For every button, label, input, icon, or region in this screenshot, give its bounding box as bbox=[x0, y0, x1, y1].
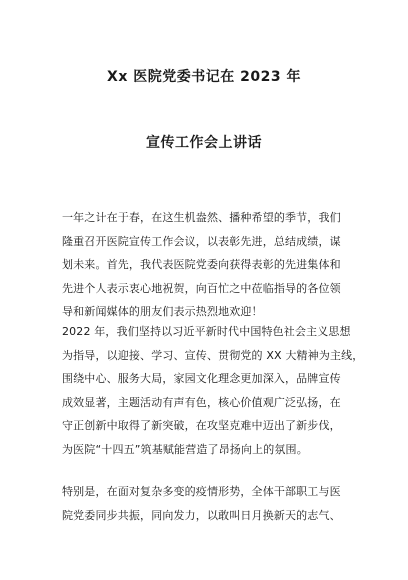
paragraph-3 bbox=[62, 480, 362, 527]
paragraph-line: 一年之计在于春，在这生机盎然、播种希望的季节，我们 bbox=[62, 211, 341, 224]
paragraph-line: 隆重召开医院宣传工作会议，以表彰先进，总结成绩，谋 bbox=[62, 234, 341, 248]
paragraph-line: 守正创新中取得了新突破，在攻坚克难中迈出了新步伐， bbox=[62, 419, 341, 432]
paragraph-line: 成效显著，主题活动有声有色，核心价值观广泛弘扬，在 bbox=[62, 395, 341, 409]
document-title-line-2: 宣传工作会上讲话 bbox=[146, 135, 262, 151]
paragraph-1 bbox=[62, 206, 362, 324]
paragraph-line: 为医院“十四五”筑基赋能营造了昂扬向上的氛围。 bbox=[62, 442, 308, 456]
paragraph-line: 特别是，在面对复杂多变的疫情形势，全体干部职工与医 bbox=[62, 485, 341, 498]
paragraph-line: 为指导，以迎接、学习、宣传、贯彻党的 XX 大精神为主线， bbox=[62, 348, 364, 362]
document-title-line-1: Xx 医院党委书记在 2023 年 bbox=[107, 69, 301, 85]
paragraph-2 bbox=[62, 320, 362, 461]
paragraph-line: 2022 年，我们坚持以习近平新时代中国特色社会主义思想 bbox=[62, 325, 351, 338]
paragraph-line: 院党委同步共振，同向发力，以敢叫日月换新天的志气、 bbox=[62, 508, 341, 522]
paragraph-line: 导和新闻媒体的朋友们表示热烈地欢迎！ bbox=[62, 305, 263, 318]
paragraph-line: 围绕中心、服务大局，家园文化理念更加深入，品牌宣传 bbox=[62, 372, 341, 385]
paragraph-line: 先进个人表示衷心地祝贺，向百忙之中莅临指导的各位领 bbox=[62, 281, 341, 295]
paragraph-line: 划未来。首先，我代表医院党委向获得表彰的先进集体和 bbox=[62, 258, 341, 271]
